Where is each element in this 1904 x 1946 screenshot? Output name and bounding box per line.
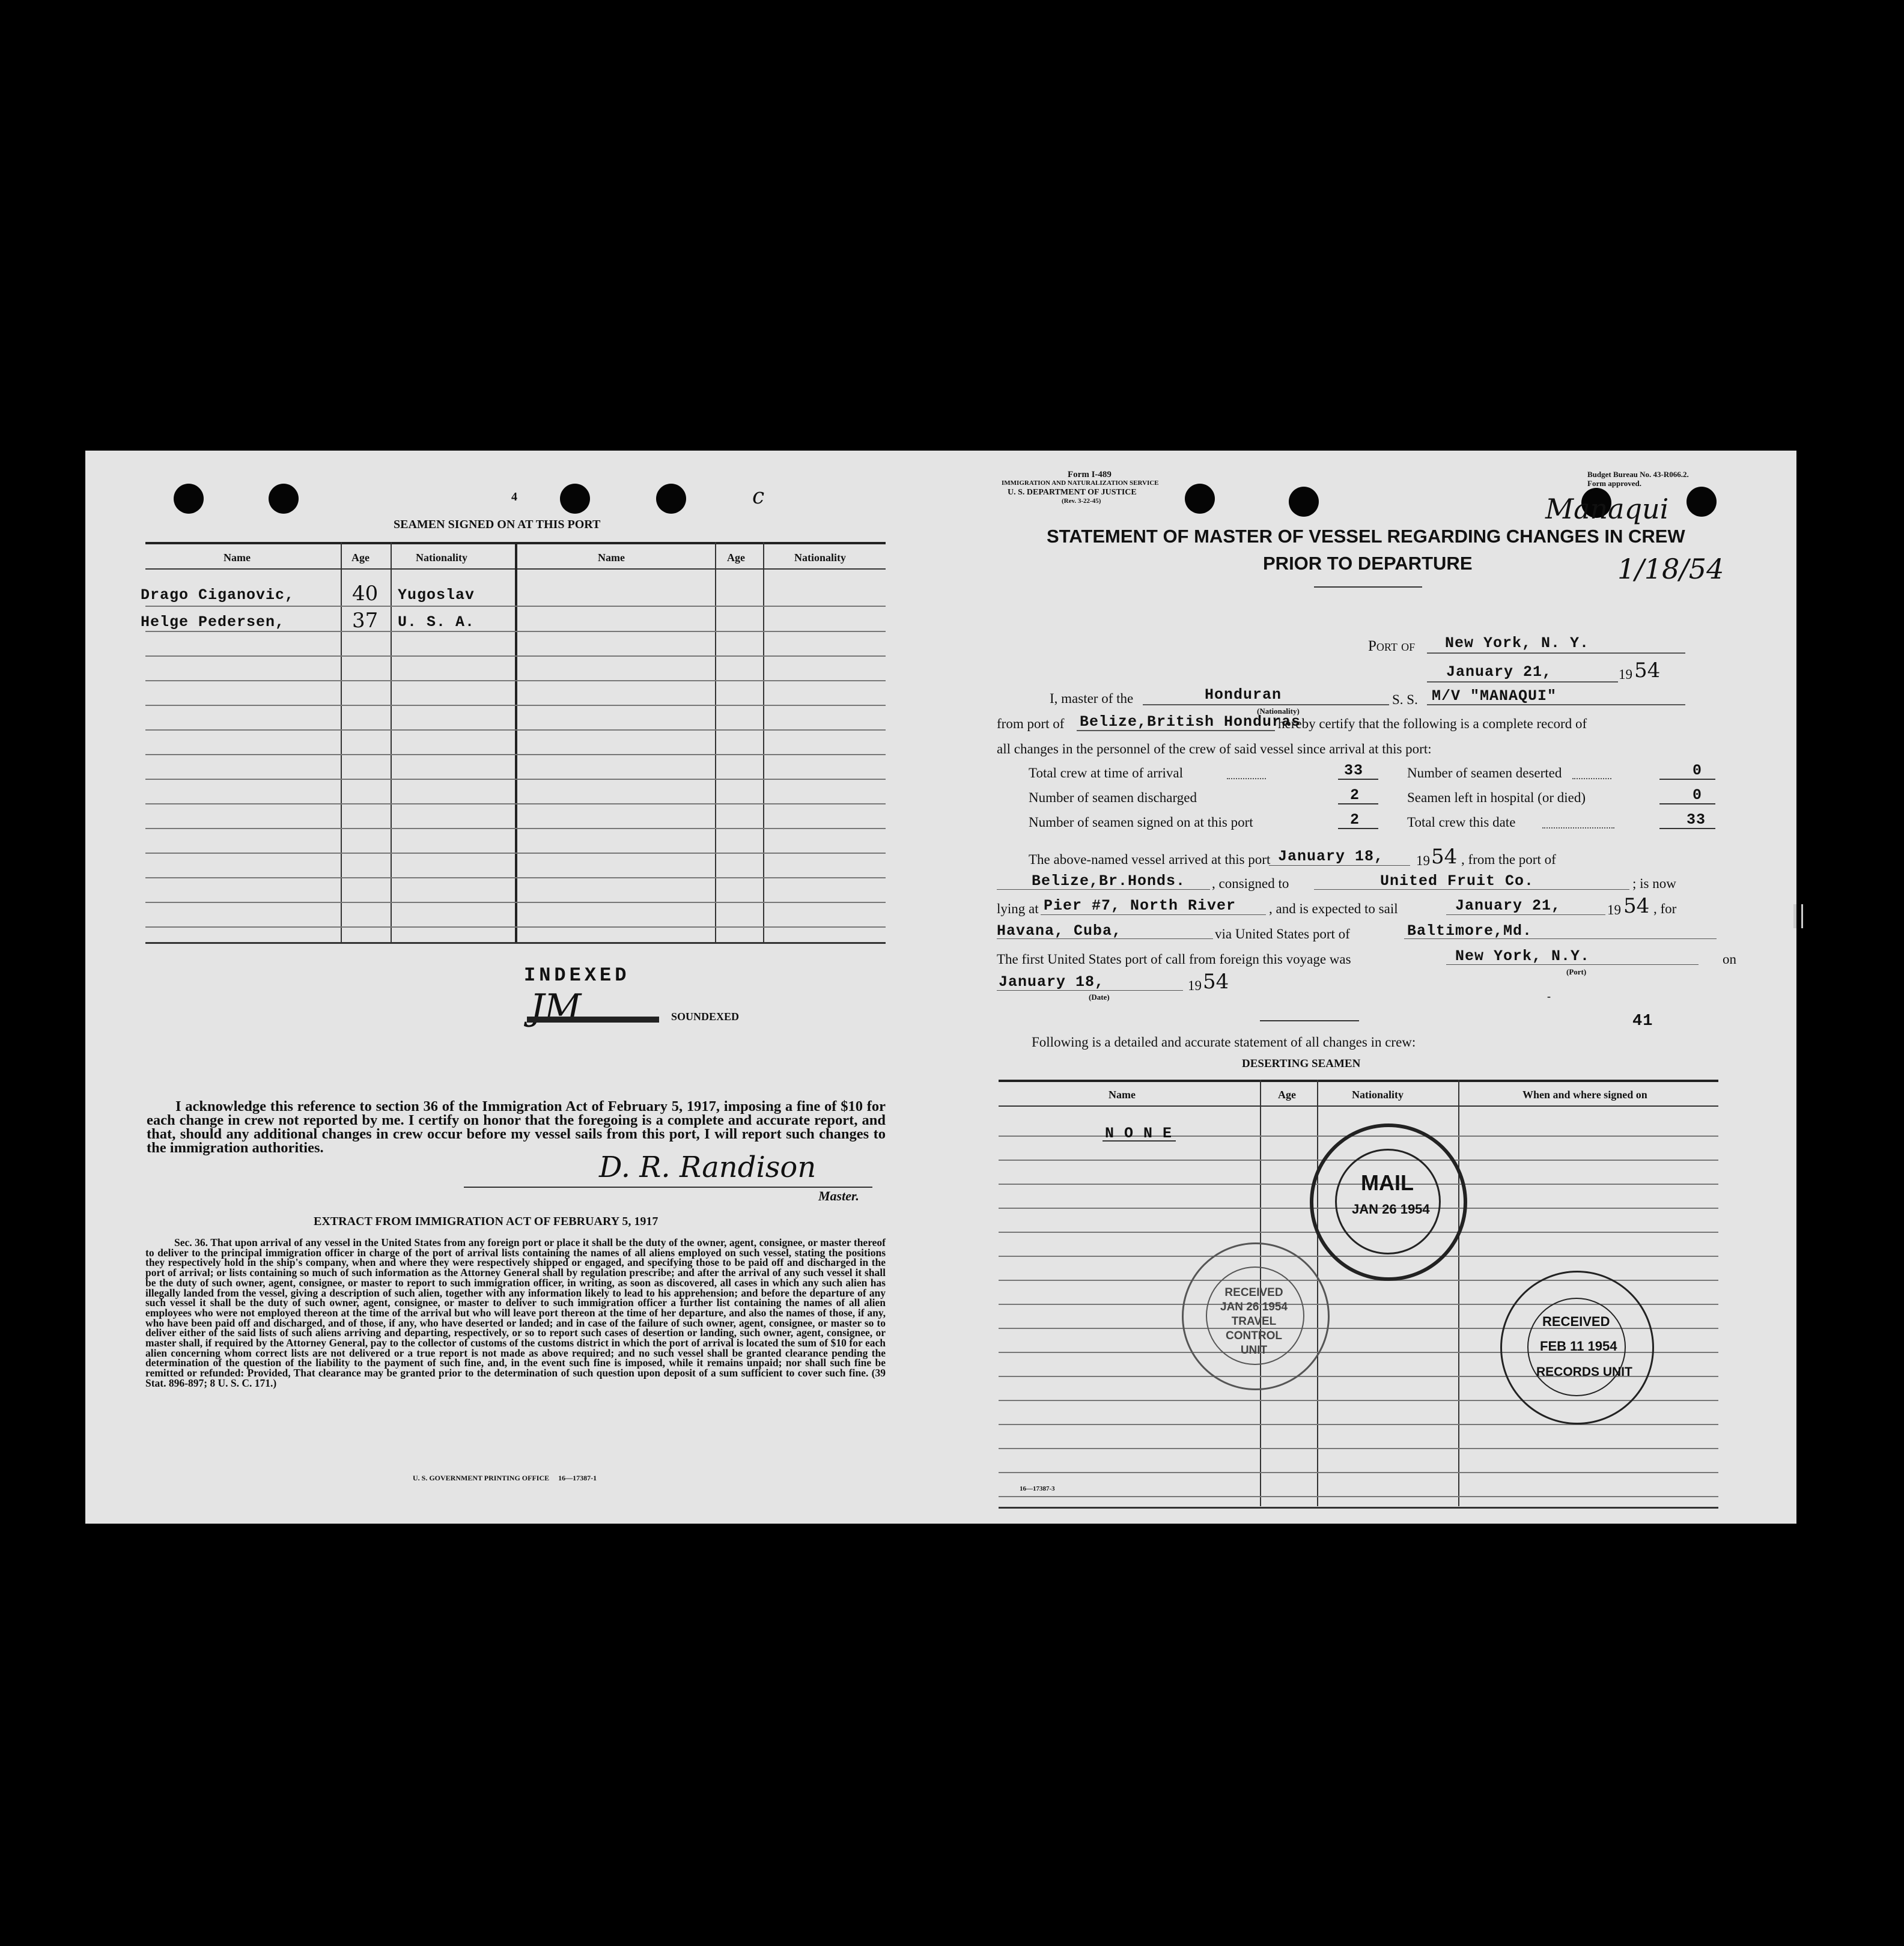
consignee: United Fruit Co.: [1380, 872, 1534, 890]
acknowledgement: I acknowledge this reference to section 36 of the Immigration Act of February 5, 1917, imposing a fine of $10 for each change in crew not reported by me. I certify on honor that the foregoing is a complete and accurate report, and that, should any additional changes in crew occur before my vessel sails from this port, I will report such changes to the immigration authorities.: [147, 1098, 886, 1156]
soundexed-stamp: SOUNDEXED: [671, 1011, 740, 1023]
punch-hole: [174, 484, 204, 514]
signed-on-label: Number of seamen signed on at this port: [1029, 815, 1253, 830]
report-date: January 21,: [1446, 663, 1553, 681]
arrived-text: The above-named vessel arrived at this port: [1029, 852, 1271, 867]
signed-on-value: 2: [1350, 811, 1360, 829]
stray-mark: c: [752, 484, 765, 509]
left-page: [85, 451, 941, 1524]
total-crew-arrival-label: Total crew at time of arrival: [1029, 765, 1184, 780]
discharged-value: 2: [1350, 786, 1360, 804]
first-port-text: The first United States port of call from foreign this voyage was: [997, 952, 1351, 967]
number-41: 41: [1632, 1012, 1653, 1030]
port-of-label: Port of: [1368, 638, 1416, 654]
handwritten-date: 1/18/54: [1617, 553, 1724, 585]
hospital-label: Seamen left in hospital (or died): [1407, 790, 1586, 805]
lying-at-value: Pier #7, North River: [1044, 897, 1236, 914]
col-header-nationality: Nationality: [416, 552, 468, 564]
form-title-1: STATEMENT OF MASTER OF VESSEL REGARDING CHANGES IN CREW: [1047, 526, 1685, 547]
total-crew-date-label: Total crew this date: [1407, 815, 1516, 830]
nationality-value: Honduran: [1205, 686, 1282, 704]
handwritten-vessel: Manaqui: [1545, 493, 1669, 525]
records-stamp-received: RECEIVED: [1542, 1314, 1610, 1329]
sail-date: January 21,: [1455, 897, 1562, 914]
records-stamp-date: FEB 11 1954: [1540, 1339, 1617, 1354]
dash-mark: -: [1547, 990, 1551, 1002]
col-header-age: Age: [351, 552, 370, 564]
seaman-name: Drago Ciganovic,: [141, 586, 295, 604]
page-number: 4: [511, 490, 517, 503]
mail-stamp-date: JAN 26 1954: [1352, 1202, 1430, 1217]
port-of-value: New York, N. Y.: [1445, 634, 1590, 652]
extract-title: EXTRACT FROM IMMIGRATION ACT OF FEBRUARY 5, 1917: [314, 1215, 658, 1228]
lying-at-label: lying at: [997, 901, 1039, 916]
right-printer-line: 16—17387-3: [1020, 1485, 1055, 1492]
master-signature: D. R. Randison: [599, 1151, 817, 1184]
seaman-name: Helge Pedersen,: [141, 613, 285, 631]
seaman-nationality: Yugoslav: [398, 586, 475, 604]
form-approved: Form approved.: [1587, 479, 1642, 488]
arrived-year-prefix: 19: [1416, 853, 1430, 868]
port-caption: (Port): [1566, 967, 1587, 976]
deserting-name: N O N E: [1105, 1125, 1173, 1142]
first-port-value: New York, N.Y.: [1455, 947, 1590, 965]
edge-mark: [1793, 904, 1803, 928]
total-crew-arrival-value: 33: [1344, 762, 1364, 779]
for-label: , for: [1653, 901, 1677, 916]
first-port-date: January 18,: [999, 973, 1105, 991]
col-header-name: Name: [224, 552, 251, 564]
from-port-value: Belize,British Honduras: [1080, 713, 1301, 731]
arrived-from-port: Belize,Br.Honds.: [1032, 872, 1186, 890]
certify-text-2: all changes in the personnel of the crew of said vessel since arrival at this port:: [997, 741, 1432, 756]
from-port-label: from port of: [997, 716, 1065, 731]
total-crew-date-value: 33: [1687, 811, 1706, 829]
indexed-stamp: INDEXED: [524, 964, 630, 987]
arrived-year: 54: [1431, 845, 1458, 869]
discharged-label: Number of seamen discharged: [1029, 790, 1197, 805]
form-title-2: PRIOR TO DEPARTURE: [1263, 553, 1473, 574]
col-header-name-2: Name: [598, 552, 625, 564]
via-port: Baltimore,Md.: [1407, 922, 1533, 940]
seaman-age: 40: [352, 582, 379, 606]
table-title: SEAMEN SIGNED ON AT THIS PORT: [394, 518, 601, 531]
first-port-year: 54: [1203, 970, 1229, 994]
deserted-value: 0: [1693, 762, 1703, 779]
right-page: [941, 451, 1796, 1524]
punch-hole: [1687, 487, 1717, 517]
budget-bureau: Budget Bureau No. 43-R066.2.: [1587, 470, 1689, 479]
punch-hole: [269, 484, 299, 514]
col-header-age-2: Age: [727, 552, 745, 564]
on-label: on: [1723, 952, 1736, 967]
consigned-to-label: , consigned to: [1212, 876, 1289, 891]
seaman-age: 37: [352, 609, 379, 633]
is-now-label: ; is now: [1632, 876, 1676, 891]
deserting-col-signed-on: When and where signed on: [1522, 1089, 1647, 1101]
arrived-date: January 18,: [1278, 848, 1384, 865]
first-port-year-prefix: 19: [1188, 978, 1202, 993]
sail-year: 54: [1623, 894, 1650, 918]
ss-label: S. S.: [1392, 692, 1418, 707]
mail-stamp-label: MAIL: [1361, 1170, 1414, 1195]
records-stamp-unit: RECORDS UNIT: [1536, 1365, 1632, 1379]
seaman-nationality: U. S. A.: [398, 613, 475, 631]
certify-text-1: hereby certify that the following is a complete record of: [1278, 716, 1587, 731]
punch-hole: [656, 484, 686, 514]
printer-line: U. S. GOVERNMENT PRINTING OFFICE 16—17387-1: [413, 1474, 597, 1482]
agency-line-2: U. S. DEPARTMENT OF JUSTICE: [1008, 488, 1137, 497]
travel-control-stamp-text: RECEIVED JAN 26 1954 TRAVEL CONTROL UNIT: [1220, 1286, 1288, 1357]
master-of-the-label: I, master of the: [1050, 691, 1134, 706]
col-header-nationality-2: Nationality: [794, 552, 847, 564]
deserted-label: Number of seamen deserted: [1407, 765, 1562, 780]
destination: Havana, Cuba,: [997, 922, 1122, 940]
via-label: via United States port of: [1215, 926, 1350, 941]
hospital-value: 0: [1693, 786, 1703, 804]
deserting-col-age: Age: [1278, 1089, 1296, 1101]
punch-hole: [560, 484, 590, 514]
following-text: Following is a detailed and accurate statement of all changes in crew:: [1032, 1035, 1416, 1050]
master-label: Master.: [818, 1188, 859, 1203]
revision: (Rev. 3-22-45): [1062, 497, 1101, 505]
expected-label: , and is expected to sail: [1269, 901, 1398, 916]
from-the-port-of: , from the port of: [1461, 852, 1556, 867]
agency-line-1: IMMIGRATION AND NATURALIZATION SERVICE: [1002, 479, 1159, 487]
sail-year-prefix: 19: [1607, 902, 1621, 917]
year-prefix: 19: [1619, 667, 1632, 682]
report-year: 54: [1634, 658, 1661, 683]
deserting-col-nationality: Nationality: [1352, 1089, 1404, 1101]
date-caption: (Date): [1089, 993, 1110, 1002]
deserting-title: DESERTING SEAMEN: [1242, 1057, 1361, 1070]
initials: JM: [530, 987, 582, 1029]
punch-hole: [1185, 484, 1215, 514]
form-number: Form I-489: [1068, 470, 1112, 479]
extract-text: Sec. 36. That upon arrival of any vessel in the United States from any foreign port or place it shall be the duty of the owner, agent, consignee, or master thereof to deliver to the principal immigration officer in charge of the port of arrival lists containing the names of all aliens employed on such vessel, stating the positions they respectively hold in the ship's company, when and where they were respectively shipped or engaged, and specifying those to be paid off and discharged in the port of arrival; or lists containing so much of such information as the Attorney General shall by regulation prescribe; and after the arrival of any such vessel it shall be the duty of such owner, agent, consignee, or master to report to such immigration officer, in writing, as soon as discovered, all cases in which any such alien has illegally landed from the vessel, giving a description of such alien, together with any information likely to lead to his apprehension; and before the departure of any such vessel it shall be the duty of such owner, agent, consignee, or master to deliver to such immigration officer a further list containing the names of all alien employees who were not employed thereon at the time of the arrival but who will leave port thereon at the time of her departure, and also the names of those, if any, who have been paid off and discharged, and of those, if any, who have deserted or landed; and in case of the failure of such owner, agent, consignee, or master so to deliver either of the said lists of such aliens arriving and departing, respectively, or so to report such cases of desertion or landing, such owner, agent, consignee, or master shall, if required by the Attorney General, pay to the collector of customs of the customs district in which the port of arrival is located the sum of $10 for each alien concerning whom correct lists are not delivered or a true report is not made as above required; and no such vessel shall be granted clearance pending the determination of the question of the liability to the payment of such fine, and, in the event such fine is imposed, while it remains unpaid; nor shall such fine be remitted or refunded: Provided, That clearance may be granted prior to the determination of such question upon deposit of a sum sufficient to cover such fine. (39 Stat. 896-897; 8 U. S. C. 171.): [145, 1236, 886, 1389]
vessel-value: M/V "MANAQUI": [1432, 687, 1557, 705]
deserting-col-name: Name: [1109, 1089, 1136, 1101]
nationality-caption: (Nationality): [1257, 707, 1300, 716]
punch-hole: [1289, 487, 1319, 517]
